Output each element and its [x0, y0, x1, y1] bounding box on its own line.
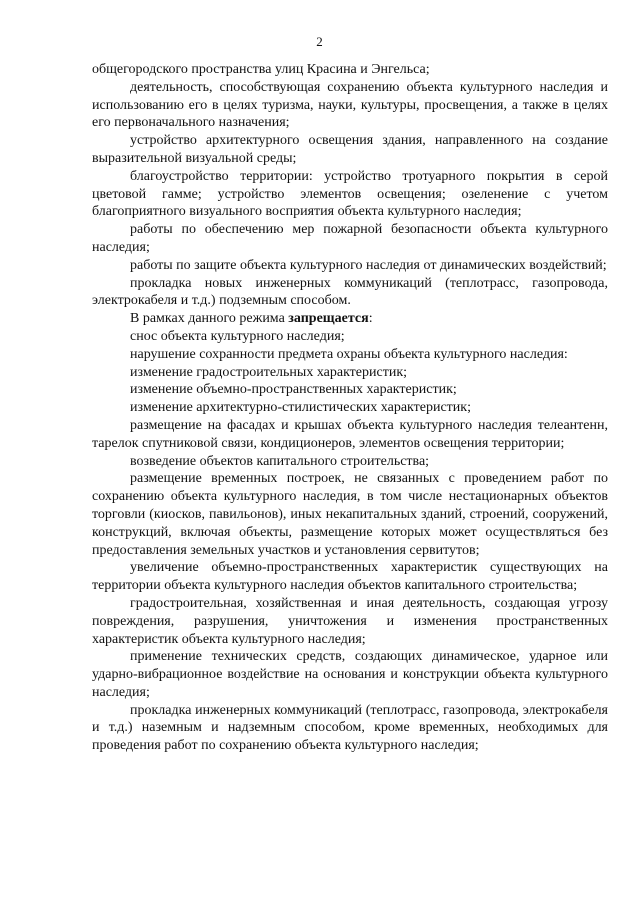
paragraph: применение технических средств, создающих динамическое, ударное или ударно-вибрационное воздействие на основания и конструкции объекта культурного наследия; [92, 649, 608, 700]
paragraph: увеличение объемно-пространственных характеристик существующих на территории объекта культурного наследия объектов капитального строительства; [92, 560, 608, 594]
paragraph: изменение архитектурно-стилистических характеристик; [130, 400, 471, 416]
paragraph: нарушение сохранности предмета охраны объекта культурного наследия: [130, 346, 568, 362]
paragraph-prohibited-intro [92, 310, 608, 328]
page-number: 2 [316, 34, 323, 49]
paragraph: прокладка новых инженерных коммуникаций (теплотрасс, газопровода, электрокабеля и т.д.) подземным способом. [92, 275, 608, 309]
paragraph: работы по обеспечению мер пожарной безопасности объекта культурного наследия; [92, 222, 608, 255]
paragraph: снос объекта культурного наследия; [130, 328, 345, 344]
paragraph: размещение на фасадах и крышах объекта культурного наследия телеантенн, тарелок спутниковой связи, кондиционеров, элементов освещения территории; [92, 417, 608, 451]
document-body [92, 61, 608, 755]
paragraph: возведение объектов капитального строительства; [130, 453, 430, 469]
paragraph: изменение объемно-пространственных характеристик; [130, 382, 457, 398]
paragraph: прокладка инженерных коммуникаций (теплотрасс, газопровода, электрокабеля и т.д.) наземным и надземным способом, кроме временных, необходимых для проведения работ по сохранению объекта культурного наследия; [92, 702, 608, 754]
paragraph: размещение временных построек, не связанных с проведением работ по сохранению объекта культурного наследия, в том числе нестационарных объектов торговли (киосков, павильонов), иных некапитальных зданий, строений, сооружений, конструкций, включая объекты, размещение которых может осуществляться без предоставления земельных участков и установления сервитутов; [92, 471, 608, 558]
paragraph: устройство архитектурного освещения здания, направленного на создание выразительной визуальной среды; [92, 133, 608, 166]
paragraph: работы по защите объекта культурного наследия от динамических воздействий; [130, 257, 607, 273]
paragraph: градостроительная, хозяйственная и иная деятельность, создающая угрозу повреждения, разрушения, уничтожения и изменения пространственных характеристик объекта культурного наследия; [92, 595, 608, 647]
prohibited-keyword: запрещается [288, 311, 369, 327]
paragraph-text: В рамках данного режима [130, 311, 289, 327]
paragraph: деятельность, способствующая сохранению объекта культурного наследия и использованию его в целях туризма, науки, культуры, просвещения, а также в целях его первоначального назначения; [92, 79, 608, 131]
paragraph: общегородского пространства улиц Красина и Энгельса; [92, 62, 430, 77]
paragraph: изменение градостроительных характеристик; [130, 364, 408, 380]
paragraph-punctuation: : [368, 311, 373, 327]
paragraph: благоустройство территории: устройство тротуарного покрытия в серой цветовой гамме; устройство элементов освещения; озеленение с учетом благоприятного визуального восприятия объекта культурного наследия; [92, 168, 608, 220]
